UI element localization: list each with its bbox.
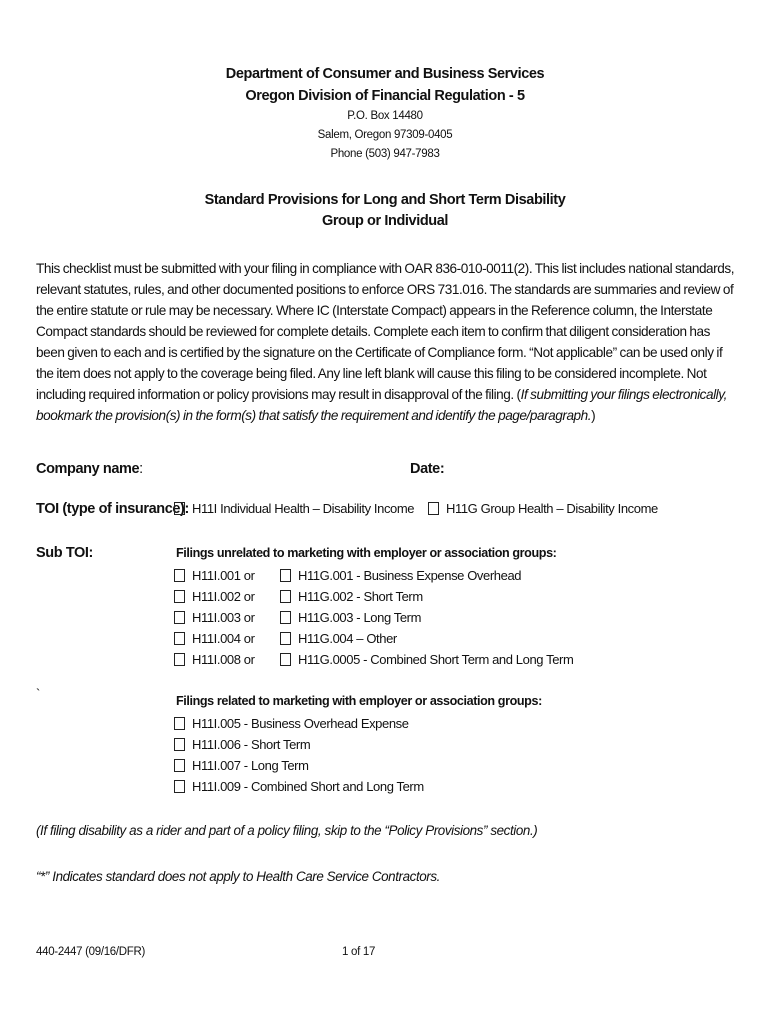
stray-backtick: ` [36, 686, 41, 701]
title-line-1: Standard Provisions for Long and Short Term Disability [204, 192, 566, 208]
checkbox[interactable] [174, 780, 185, 793]
related-sub-toi-label: H11I.006 - Short Term [192, 737, 311, 752]
checkbox[interactable] [174, 590, 185, 603]
intro-text: This checklist must be submitted with your filing in compliance with OAR 836-010-0011(2). This list includes national standards, relevant statutes, rules, and other documented positions to enforce ORS 731.016. The standards are summaries and review of the entire statute or rule may be necessary. Where IC (Interstate Compact) appears in the Reference column, the Interstate Compact standards should be reviewed for complete details. Complete each item to confirm that diligent consideration has been given to each and is certified by the signature on the Certificate of Compliance form. “Not applicable” can be used only if the item does not apply to the coverage being filed. Any line left blank will cause this filing to be considered incomplete. Not including required information or policy provisions may result in disapproval of the filing. ( [36, 261, 735, 402]
sub-toi-row [174, 628, 397, 649]
checkbox[interactable] [280, 653, 291, 666]
sub-toi-individual-code: H11I.008 or [192, 652, 255, 667]
related-sub-toi-label: H11I.005 - Business Overhead Expense [192, 716, 409, 731]
related-sub-toi-row [174, 755, 309, 776]
sub-toi-individual-code: H11I.003 or [192, 610, 255, 625]
sub-toi-group-code: H11G.0005 - Combined Short Term and Long Term [298, 652, 574, 667]
toi-option-group-label: H11G Group Health – Disability Income [446, 501, 658, 516]
sub-toi-row [174, 586, 423, 607]
page-number: 1 of 17 [342, 946, 376, 958]
form-number: 440-2447 (09/16/DFR) [36, 946, 146, 958]
toi-label: TOI (type of insurance): [36, 501, 189, 517]
sub-toi-individual-code: H11I.004 or [192, 631, 255, 646]
rider-note: (If filing disability as a rider and part of a policy filing, skip to the “Policy Provisions” section.) [36, 823, 538, 838]
related-sub-toi-row [174, 734, 310, 755]
checkbox[interactable] [428, 502, 439, 515]
sub-toi-row [174, 607, 421, 628]
checkbox[interactable] [280, 569, 291, 582]
toi-option-individual-label: H11I Individual Health – Disability Income [192, 501, 415, 516]
related-filings-heading: Filings related to marketing with employer or association groups: [176, 694, 542, 708]
city-address: Salem, Oregon 97309-0405 [317, 129, 453, 141]
related-sub-toi-label: H11I.007 - Long Term [192, 758, 309, 773]
division-name: Oregon Division of Financial Regulation - 5 [245, 88, 525, 104]
toi-option-group[interactable] [428, 501, 658, 516]
checkbox[interactable] [280, 611, 291, 624]
intro-close: ) [591, 408, 596, 423]
checkbox[interactable] [174, 569, 185, 582]
sub-toi-row [174, 649, 573, 670]
sub-toi-group-code: H11G.002 - Short Term [298, 589, 423, 604]
company-name-label-text: Company name [36, 461, 140, 477]
department-name: Department of Consumer and Business Services [225, 66, 545, 82]
checkbox[interactable] [174, 632, 185, 645]
checkbox[interactable] [174, 611, 185, 624]
related-sub-toi-row [174, 713, 409, 734]
intro-italic-text: If submitting your filings electronically, bookmark the provision(s) in the form(s) that satisfy the requirement and identify the page/paragraph. [36, 387, 727, 423]
sub-toi-individual-code: H11I.001 or [192, 568, 255, 583]
agency-header [0, 63, 770, 164]
sub-toi-label: Sub TOI: [36, 545, 93, 561]
related-sub-toi-label: H11I.009 - Combined Short and Long Term [192, 779, 424, 794]
phone-number: Phone (503) 947-7983 [330, 148, 440, 160]
company-name-label [36, 461, 143, 477]
company-name-colon: : [139, 461, 143, 477]
toi-option-individual[interactable] [174, 501, 414, 516]
title-line-2: Group or Individual [321, 213, 449, 229]
asterisk-note: “*” Indicates standard does not apply to Health Care Service Contractors. [36, 869, 440, 884]
date-label: Date: [410, 461, 445, 477]
checkbox[interactable] [174, 759, 185, 772]
sub-toi-row [174, 565, 521, 586]
checkbox[interactable] [174, 717, 185, 730]
document-title [0, 190, 770, 232]
sub-toi-group-code: H11G.001 - Business Expense Overhead [298, 568, 522, 583]
checkbox[interactable] [280, 632, 291, 645]
sub-toi-individual-code: H11I.002 or [192, 589, 255, 604]
related-sub-toi-row [174, 776, 424, 797]
checkbox[interactable] [280, 590, 291, 603]
unrelated-filings-heading: Filings unrelated to marketing with employer or association groups: [176, 546, 557, 560]
checkbox[interactable] [174, 502, 185, 515]
checkbox[interactable] [174, 738, 185, 751]
checkbox[interactable] [174, 653, 185, 666]
sub-toi-group-code: H11G.003 - Long Term [298, 610, 422, 625]
po-box: P.O. Box 14480 [347, 110, 423, 122]
intro-paragraph [36, 258, 736, 426]
sub-toi-group-code: H11G.004 – Other [298, 631, 397, 646]
